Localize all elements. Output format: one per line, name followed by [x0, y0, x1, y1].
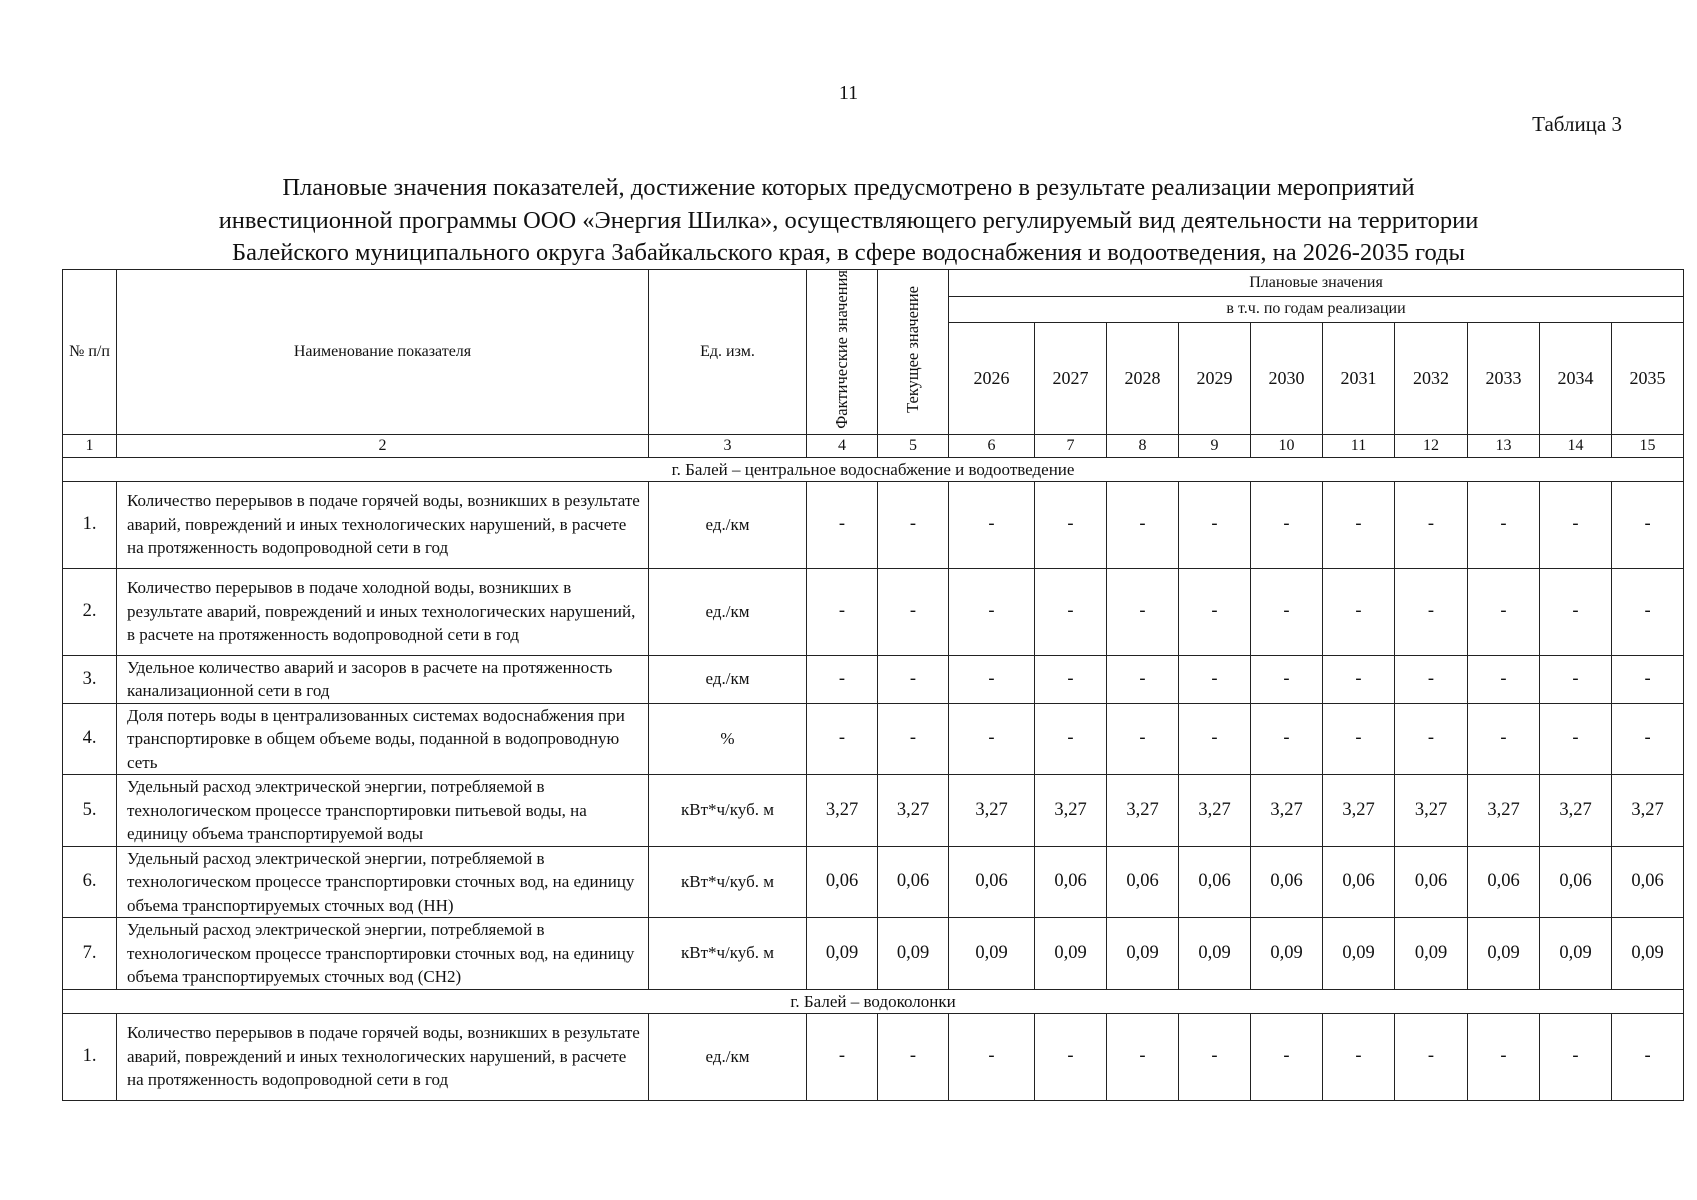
- value-cell: -: [1395, 1013, 1468, 1100]
- column-number: 13: [1468, 434, 1540, 457]
- value-cell: -: [878, 481, 949, 568]
- row-number: 4.: [63, 703, 117, 775]
- value-cell: 3,27: [1540, 775, 1612, 847]
- column-number: 15: [1612, 434, 1684, 457]
- header-year: 2027: [1035, 323, 1107, 434]
- value-cell: 0,09: [1251, 918, 1323, 990]
- value-cell: -: [1540, 481, 1612, 568]
- value-cell: -: [949, 655, 1035, 703]
- value-cell: -: [1612, 703, 1684, 775]
- column-number: 14: [1540, 434, 1612, 457]
- value-cell: -: [1107, 481, 1179, 568]
- column-number: 3: [649, 434, 807, 457]
- value-cell: 0,09: [1179, 918, 1251, 990]
- row-number: 3.: [63, 655, 117, 703]
- table-row: [63, 568, 1684, 655]
- value-cell: -: [1612, 481, 1684, 568]
- value-cell: 0,09: [1395, 918, 1468, 990]
- value-cell: 0,06: [1468, 846, 1540, 918]
- value-cell: 3,27: [1035, 775, 1107, 847]
- title-line-3: Балейского муниципального округа Забайкальского края, в сфере водоснабжения и водоотведения, на 2026-2035 годы: [232, 239, 1465, 266]
- column-number: 6: [949, 434, 1035, 457]
- value-cell: -: [1468, 703, 1540, 775]
- value-cell: -: [1251, 703, 1323, 775]
- value-cell: -: [1612, 655, 1684, 703]
- column-number: 1: [63, 434, 117, 457]
- value-cell: -: [1540, 703, 1612, 775]
- header-by-years: в т.ч. по годам реализации: [949, 296, 1684, 323]
- value-cell: -: [1323, 703, 1395, 775]
- header-year: 2029: [1179, 323, 1251, 434]
- row-number: 1.: [63, 1013, 117, 1100]
- unit-cell: кВт*ч/куб. м: [649, 918, 807, 990]
- value-cell: -: [1468, 655, 1540, 703]
- header-actual: [807, 270, 878, 435]
- value-cell: -: [1035, 568, 1107, 655]
- value-cell: -: [807, 481, 878, 568]
- value-cell: 0,06: [1395, 846, 1468, 918]
- value-cell: 0,06: [807, 846, 878, 918]
- value-cell: 0,06: [1612, 846, 1684, 918]
- value-cell: -: [1468, 481, 1540, 568]
- value-cell: -: [1035, 655, 1107, 703]
- header-actual-text: Фактические значения: [832, 270, 851, 429]
- column-number: 10: [1251, 434, 1323, 457]
- value-cell: 3,27: [1395, 775, 1468, 847]
- value-cell: 0,09: [1107, 918, 1179, 990]
- value-cell: 3,27: [1468, 775, 1540, 847]
- value-cell: 0,06: [1179, 846, 1251, 918]
- value-cell: 0,09: [1323, 918, 1395, 990]
- title-line-1: Плановые значения показателей, достижение которых предусмотрено в результате реализации мероприятий: [282, 174, 1415, 201]
- value-cell: -: [1251, 481, 1323, 568]
- value-cell: 0,09: [1540, 918, 1612, 990]
- value-cell: 3,27: [1323, 775, 1395, 847]
- page-number: 11: [838, 82, 859, 104]
- value-cell: 0,09: [1468, 918, 1540, 990]
- value-cell: -: [1395, 568, 1468, 655]
- value-cell: 0,06: [1540, 846, 1612, 918]
- table-label: Таблица 3: [1532, 112, 1622, 136]
- value-cell: 3,27: [1179, 775, 1251, 847]
- column-number: 8: [1107, 434, 1179, 457]
- section-title: г. Балей – центральное водоснабжение и водоотведение: [63, 457, 1684, 481]
- column-number: 5: [878, 434, 949, 457]
- value-cell: -: [1179, 481, 1251, 568]
- indicator-name: Количество перерывов в подаче горячей воды, возникших в результате аварий, повреждений и иных технологических нарушений, в расчете на протяженность водопроводной сети в год: [117, 481, 649, 568]
- indicator-name: Удельное количество аварий и засоров в расчете на протяженность канализационной сети в год: [117, 655, 649, 703]
- document-title: [60, 172, 1637, 270]
- value-cell: 0,06: [1107, 846, 1179, 918]
- value-cell: -: [1179, 703, 1251, 775]
- value-cell: 3,27: [1612, 775, 1684, 847]
- value-cell: -: [807, 568, 878, 655]
- value-cell: -: [1035, 703, 1107, 775]
- header-year: 2031: [1323, 323, 1395, 434]
- value-cell: -: [1540, 655, 1612, 703]
- value-cell: 3,27: [878, 775, 949, 847]
- table-row: [63, 846, 1684, 918]
- indicator-name: Количество перерывов в подаче горячей воды, возникших в результате аварий, повреждений и иных технологических нарушений, в расчете на протяженность водопроводной сети в год: [117, 1013, 649, 1100]
- value-cell: -: [1468, 568, 1540, 655]
- column-number: 2: [117, 434, 649, 457]
- unit-cell: ед./км: [649, 655, 807, 703]
- indicator-name: Удельный расход электрической энергии, потребляемой в технологическом процессе транспортировки сточных вод, на единицу объема транспортируемых сточных вод (НН): [117, 846, 649, 918]
- value-cell: -: [949, 703, 1035, 775]
- header-unit: Ед. изм.: [649, 270, 807, 435]
- indicator-name: Доля потерь воды в централизованных системах водоснабжения при транспортировке в общем объеме воды, поданной в водопроводную сеть: [117, 703, 649, 775]
- value-cell: -: [1323, 568, 1395, 655]
- column-number: 9: [1179, 434, 1251, 457]
- value-cell: -: [1323, 655, 1395, 703]
- title-line-2: инвестиционной программы ООО «Энергия Шилка», осуществляющего регулируемый вид деятельности на территории: [218, 206, 1479, 234]
- value-cell: -: [1395, 703, 1468, 775]
- value-cell: -: [1179, 655, 1251, 703]
- value-cell: -: [878, 655, 949, 703]
- table-row: [63, 918, 1684, 990]
- value-cell: 0,09: [1035, 918, 1107, 990]
- value-cell: -: [1540, 568, 1612, 655]
- value-cell: -: [1035, 481, 1107, 568]
- value-cell: -: [949, 568, 1035, 655]
- value-cell: 0,06: [878, 846, 949, 918]
- value-cell: 0,09: [949, 918, 1035, 990]
- header-year: 2033: [1468, 323, 1540, 434]
- value-cell: 3,27: [1251, 775, 1323, 847]
- value-cell: -: [1251, 1013, 1323, 1100]
- value-cell: -: [949, 1013, 1035, 1100]
- table-row: [63, 1013, 1684, 1100]
- row-number: 5.: [63, 775, 117, 847]
- value-cell: -: [807, 1013, 878, 1100]
- unit-cell: ед./км: [649, 481, 807, 568]
- header-year: 2035: [1612, 323, 1684, 434]
- value-cell: -: [949, 481, 1035, 568]
- value-cell: 0,06: [1035, 846, 1107, 918]
- header-current-text: Текущее значение: [903, 285, 922, 413]
- column-number: 12: [1395, 434, 1468, 457]
- value-cell: -: [1323, 481, 1395, 568]
- value-cell: 3,27: [949, 775, 1035, 847]
- value-cell: -: [1468, 1013, 1540, 1100]
- value-cell: -: [1179, 1013, 1251, 1100]
- row-number: 1.: [63, 481, 117, 568]
- indicator-name: Удельный расход электрической энергии, потребляемой в технологическом процессе транспортировки сточных вод, на единицу объема транспортируемых сточных вод (СН2): [117, 918, 649, 990]
- unit-cell: ед./км: [649, 1013, 807, 1100]
- value-cell: -: [1035, 1013, 1107, 1100]
- header-year: 2032: [1395, 323, 1468, 434]
- unit-cell: кВт*ч/куб. м: [649, 846, 807, 918]
- row-number: 6.: [63, 846, 117, 918]
- value-cell: -: [878, 703, 949, 775]
- column-number: 11: [1323, 434, 1395, 457]
- value-cell: -: [1540, 1013, 1612, 1100]
- value-cell: -: [878, 568, 949, 655]
- value-cell: 0,06: [1251, 846, 1323, 918]
- header-year: 2026: [949, 323, 1035, 434]
- value-cell: 3,27: [1107, 775, 1179, 847]
- value-cell: -: [878, 1013, 949, 1100]
- table-row: [63, 655, 1684, 703]
- indicator-name: Количество перерывов в подаче холодной воды, возникших в результате аварий, повреждений и иных технологических нарушений, в расчете на протяженность водопроводной сети в год: [117, 568, 649, 655]
- value-cell: -: [807, 655, 878, 703]
- unit-cell: %: [649, 703, 807, 775]
- header-planned: Плановые значения: [949, 270, 1684, 297]
- value-cell: -: [1395, 655, 1468, 703]
- value-cell: -: [1107, 655, 1179, 703]
- value-cell: 3,27: [807, 775, 878, 847]
- header-year: 2030: [1251, 323, 1323, 434]
- value-cell: 0,06: [949, 846, 1035, 918]
- table-row: [63, 481, 1684, 568]
- value-cell: -: [1107, 1013, 1179, 1100]
- column-number: 4: [807, 434, 878, 457]
- value-cell: 0,09: [1612, 918, 1684, 990]
- row-number: 2.: [63, 568, 117, 655]
- value-cell: -: [1612, 568, 1684, 655]
- header-year: 2028: [1107, 323, 1179, 434]
- value-cell: -: [807, 703, 878, 775]
- value-cell: -: [1179, 568, 1251, 655]
- header-year: 2034: [1540, 323, 1612, 434]
- value-cell: -: [1107, 568, 1179, 655]
- value-cell: 0,06: [1323, 846, 1395, 918]
- value-cell: -: [1612, 1013, 1684, 1100]
- column-number: 7: [1035, 434, 1107, 457]
- value-cell: -: [1251, 568, 1323, 655]
- header-current: [878, 270, 949, 435]
- indicator-name: Удельный расход электрической энергии, потребляемой в технологическом процессе транспортировки питьевой воды, на единицу объема транспортируемой воды: [117, 775, 649, 847]
- header-num: № п/п: [63, 270, 117, 435]
- value-cell: 0,09: [807, 918, 878, 990]
- value-cell: -: [1107, 703, 1179, 775]
- value-cell: -: [1395, 481, 1468, 568]
- value-cell: -: [1323, 1013, 1395, 1100]
- section-title: г. Балей – водоколонки: [63, 989, 1684, 1013]
- value-cell: 0,09: [878, 918, 949, 990]
- table-row: [63, 775, 1684, 847]
- row-number: 7.: [63, 918, 117, 990]
- table-row: [63, 703, 1684, 775]
- value-cell: -: [1251, 655, 1323, 703]
- indicators-table: [62, 269, 1684, 1101]
- unit-cell: кВт*ч/куб. м: [649, 775, 807, 847]
- unit-cell: ед./км: [649, 568, 807, 655]
- header-name: Наименование показателя: [117, 270, 649, 435]
